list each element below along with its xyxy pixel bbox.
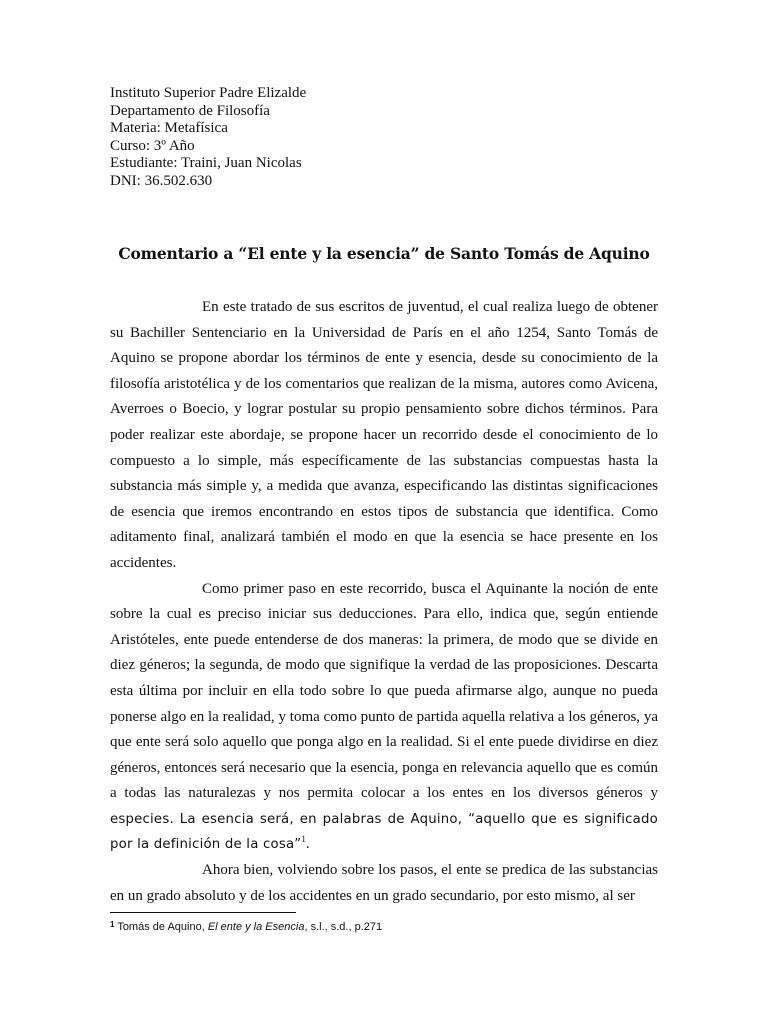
footnote-work-title: El ente y la Esencia [207, 921, 305, 933]
institution-line: Instituto Superior Padre Elizalde [110, 85, 307, 101]
paragraph-1: En este tratado de sus escritos de juventud, el cual realiza luego de obtener su Bachiller Sentenciario en la Universidad de París en el año 1254, Santo Tomás de Aquino se propone abordar los términos de ente y esencia, desde su conocimiento de la filosofía aristotélica y de los comentarios que realizan de la misma, autores como Avicena, Averroes o Boecio, y lograr postular su propio pensamiento sobre dichos términos. Para poder realizar este abordaje, se propone hacer un recorrido desde el conocimiento de lo compuesto a lo simple, más específicamente de las substancias compuestas hasta la substancia más simple y, a medida que avanza, especificando las distintas significaciones de esencia que iremos encontrando en estos tipos de substancia que identifica. Como aditamento final, analizará también el modo en que la esencia se hace presente en los accidentes. [110, 299, 658, 571]
footnote-divider [110, 912, 296, 913]
quoted-definition: especies. La esencia será, en palabras de Aquino, “aquello que es significado por la definición de la cosa” [110, 811, 658, 853]
document-header [110, 85, 510, 190]
student-line: Estudiante: Traini, Juan Nicolas [110, 155, 302, 171]
footnote-reference[interactable]: 1 [301, 834, 306, 845]
footnote-number: 1 [110, 920, 115, 929]
footnote-author: Tomás de Aquino, [117, 921, 205, 933]
paragraph-2-text: Como primer paso en este recorrido, busca el Aquinante la noción de ente sobre la cual es preciso iniciar sus deducciones. Para ello, indica que, según entiende Aristóteles, ente puede entenderse de dos maneras: la primera, de modo que se divide en diez géneros; la segunda, de modo que signifique la verdad de las proposiciones. Descarta esta última por incluir en ella todo sobre lo que pueda afirmarse algo, aunque no pueda ponerse algo en la realidad, y toma como punto de partida aquella relativa a los géneros, ya que ente será solo aquello que ponga algo en la realidad. Si el ente puede dividirse en diez géneros, entonces será necesario que la esencia, ponga en relevancia aquello que es común a todas las naturalezas y nos permita colocar a los entes en los diversos géneros y [110, 580, 658, 802]
subject-line: Materia: Metafísica [110, 120, 228, 136]
document-title: Comentario a “El ente y la esencia” de Santo Tomás de Aquino [118, 244, 650, 263]
footnote-details: , s.l., s.d., p.271 [304, 921, 383, 933]
dni-line: DNI: 36.502.630 [110, 172, 213, 189]
document-body [110, 295, 658, 909]
paragraph-2 [110, 577, 658, 859]
course-line: Curso: 3º Año [110, 137, 195, 154]
footnote [110, 920, 658, 934]
paragraph-3: Ahora bien, volviendo sobre los pasos, el ente se predica de las substancias en un grado absoluto y de los accidentes en un grado secundario, por esto mismo, al ser [110, 862, 658, 904]
department-line: Departamento de Filosofía [110, 102, 270, 119]
paragraph-2-end: . [305, 836, 310, 853]
